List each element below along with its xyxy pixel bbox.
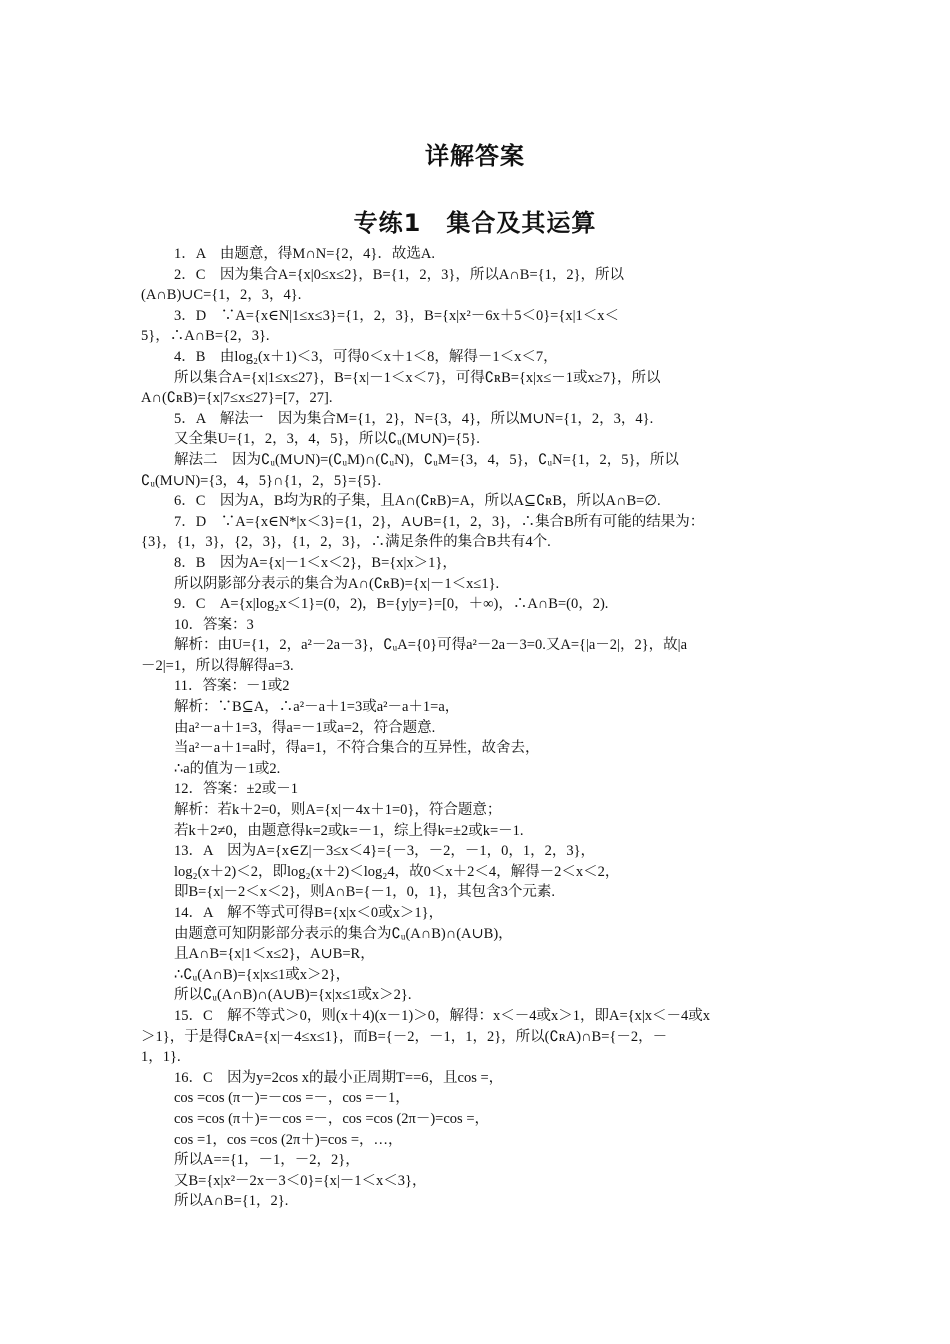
text-line: ∴a的值为－1或2.	[174, 760, 281, 777]
text-line: ∁ᵤ(M∪N)={3，4，5}∩{1，2，5}={5}.	[141, 472, 382, 489]
text-line: ∴∁ᵤ(A∩B)={x|x≤1或x＞2}，	[174, 966, 351, 983]
text-line: 又B={x|x²－2x－3＜0}={x|－1＜x＜3}，	[174, 1172, 427, 1189]
text-line: (A∩B)∪C={1，2，3，4}.	[141, 287, 302, 304]
text-line: 15．C 解不等式＞0，则(x＋4)(x－1)＞0，解得：x＜－4或x＞1，即A={x|x＜－4或x	[174, 1007, 710, 1024]
text-line: 又全集U={1，2，3，4，5}，所以∁ᵤ(M∪N)={5}.	[174, 431, 480, 448]
text-line: 13．A 因为A={x∈Z|－3≤x＜4}={－3，－2，－1，0，1，2，3}，	[174, 843, 596, 860]
text-line: 5}，∴A∩B={2，3}.	[141, 328, 270, 345]
text-line: ＞1}，于是得∁ʀA={x|－4≤x≤1}，而B={－2，－1，1，2}，所以(∁ʀA)∩B={－2，－	[141, 1028, 668, 1045]
text-line: 所以阴影部分表示的集合为A∩(∁ʀB)={x|－1＜x≤1}.	[174, 575, 500, 592]
text-line: cos =cos (π－)=－cos =－，cos =－1，	[174, 1090, 410, 1107]
text-line: 即B={x|－2＜x＜2}，则A∩B={－1，0，1}，其包含3个元素.	[174, 884, 556, 901]
text-line: A∩(∁ʀB)={x|7≤x≤27}=[7，27].	[141, 390, 333, 407]
document-title: 详解答案	[425, 142, 525, 170]
text-line: 6．C 因为A，B均为R的子集，且A∩(∁ʀB)=A，所以A⊆∁ʀB，所以A∩B=∅.	[174, 493, 661, 510]
text-line: 12．答案：±2或－1	[174, 781, 298, 798]
text-line: cos =cos (π＋)=－cos =－，cos =cos (2π－)=cos =，	[174, 1110, 489, 1127]
text-line: 2．C 因为集合A={x|0≤x≤2}，B={1，2，3}，所以A∩B={1，2}，所以	[174, 266, 625, 283]
text-line: 1．A 由题意，得M∩N={2，4}．故选A.	[174, 246, 435, 262]
text-line: 且A∩B={x|1＜x≤2}，A∪B=R，	[174, 946, 375, 963]
text-line: 由题意可知阴影部分表示的集合为∁ᵤ(A∩B)∩(A∪B)，	[174, 925, 513, 942]
text-line: 若k＋2≠0，由题意得k=2或k=－1，综上得k=±2或k=－1.	[174, 822, 524, 839]
text-line: 所以A=={1，－1，－2，2}，	[174, 1152, 360, 1169]
text-line: 16．C 因为y=2cos x的最小正周期T==6，且cos =，	[174, 1069, 504, 1086]
text-line: 10．答案：3	[174, 616, 254, 633]
text-line: 所以∁ᵤ(A∩B)∩(A∪B)={x|x≤1或x＞2}.	[174, 987, 412, 1004]
text-line: 所以集合A={x|1≤x≤27}，B={x|－1＜x＜7}，可得∁ʀB={x|x≤－1或x≥7}，所以	[174, 369, 661, 386]
text-line: 9．C A={x|log₂x＜1}=(0，2)，B={y|y=}=[0，＋∞)，∴A∩B=(0，2).	[174, 596, 609, 613]
text-line: －2|=1，所以得解得a=3.	[141, 657, 294, 674]
text-line: 14．A 解不等式可得B={x|x＜0或x＞1}，	[174, 905, 444, 921]
text-line: {3}，{1，3}，{2，3}，{1，2，3}，∴满足条件的集合B共有4个.	[141, 534, 551, 551]
text-line: 8．B 因为A={x|－1＜x＜2}，B={x|x＞1}，	[174, 554, 457, 571]
text-line: log₂(x＋2)＜2，即log₂(x＋2)＜log₂4，故0＜x＋2＜4，解得－2＜x＜2，	[174, 863, 620, 880]
text-line: cos =1，cos =cos (2π＋)=cos =，…，	[174, 1131, 403, 1148]
text-line: 解析：∵B⊆A，∴a²－a＋1=3或a²－a＋1=a，	[174, 699, 460, 716]
text-line: 解法二 因为∁ᵤ(M∪N)=(∁ᵤM)∩(∁ᵤN)，∁ᵤM={3，4，5}，∁ᵤN={1，2，5}，所以	[174, 451, 679, 468]
text-line: 5．A 解法一 因为集合M={1，2}，N={3，4}，所以M∪N={1，2，3，4}.	[174, 410, 654, 427]
text-line: 所以A∩B={1，2}.	[174, 1193, 289, 1210]
text-line: 3．D ∵A={x∈N|1≤x≤3}={1，2，3}，B={x|x²－6x＋5＜0}={x|1＜x＜	[174, 307, 619, 324]
text-line: 7．D ∵A={x∈N*|x＜3}={1，2}，A∪B={1，2，3}，∴集合B所有可能的结果为：	[174, 513, 705, 530]
section-title: 专练1 集合及其运算	[353, 209, 597, 237]
text-line: 解析：若k＋2=0，则A={x|－4x＋1=0}，符合题意；	[174, 802, 502, 819]
text-line: 1，1}.	[141, 1049, 181, 1066]
text-line: 解析：由U={1，2，a²－2a－3}，∁ᵤA={0}可得a²－2a－3=0.又A={|a－2|，2}，故|a	[174, 637, 687, 654]
answer-body	[141, 244, 813, 1212]
text-line: 当a²－a＋1=a时，得a=1，不符合集合的互异性，故舍去，	[174, 740, 540, 757]
text-line: 4．B 由log₂(x＋1)＜3，可得0＜x＋1＜8，解得－1＜x＜7，	[174, 348, 558, 365]
text-line: 11．答案：－1或2	[174, 678, 290, 695]
text-line: 由a²－a＋1=3，得a=－1或a=2，符合题意.	[174, 719, 436, 736]
